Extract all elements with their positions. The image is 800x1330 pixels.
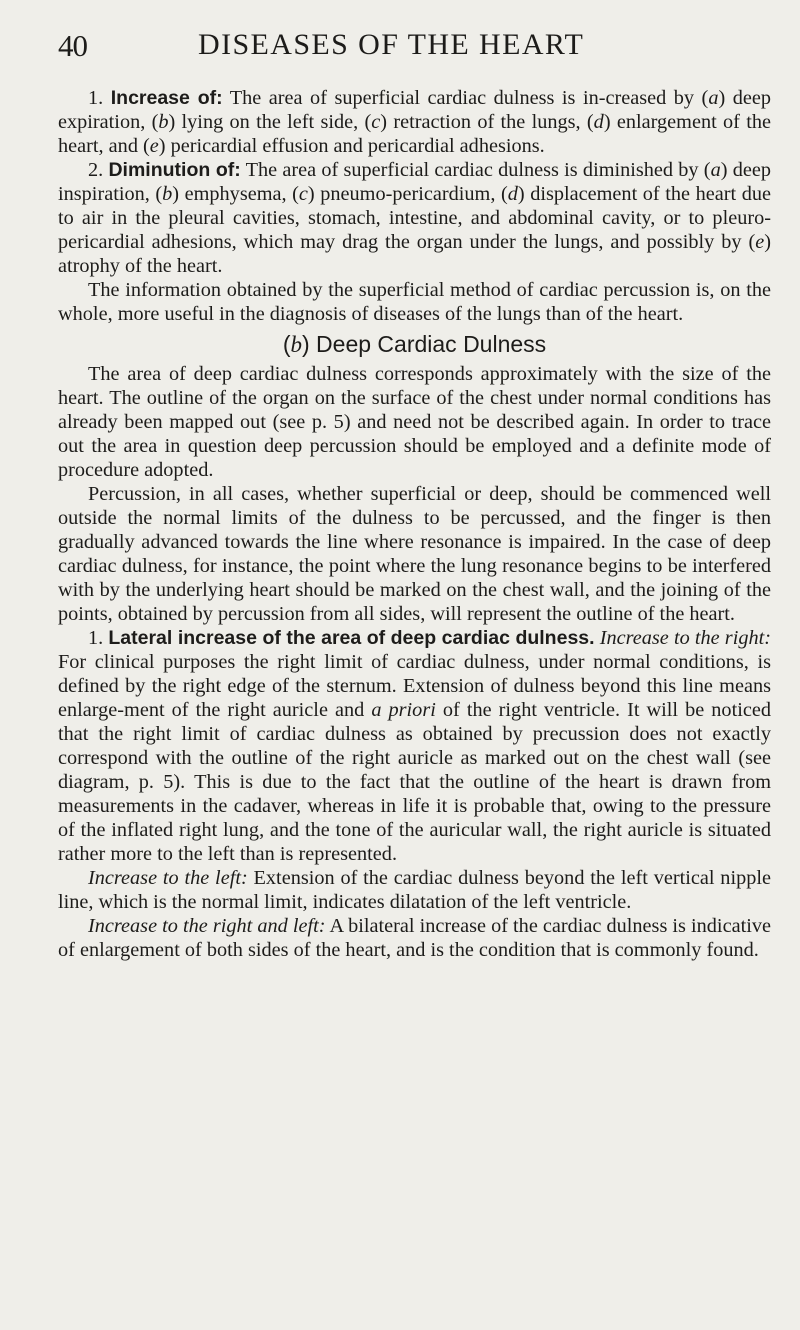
paragraph-increase-both [58, 914, 771, 962]
paragraph-lateral-increase [58, 626, 771, 866]
italic-letter: b [158, 111, 169, 133]
running-head [58, 28, 770, 64]
text-run: of the right ventricle. It will be noticed that the right limit of cardiac dulness as obtained by precussion does not exactly correspond with the outline of the right auricle as marked out on the chest wall (see diagram, p. 5). This is due to the fact that the outline of the heart is drawn from measurements in the cadaver, whereas in life it is probable that, owing to the pressure of the inflated right lung, and the tone of the auricular wall, the right auricle is situated rather more to the left than is represented. [58, 699, 771, 865]
italic-letter: d [507, 183, 518, 205]
italic-letter: c [371, 111, 381, 133]
body-text [58, 86, 771, 962]
italic-letter: b [162, 183, 173, 205]
paragraph-percussion-method: Percussion, in all cases, whether superficial or deep, should be commenced well outside the normal limits of the dulness to be percussed, and the finger is then gradually advanced towards the line where resonance is impaired. In the case of deep cardiac dulness, for instance, the point where the lung resonance begins to be interfered with by the underlying heart should be marked on the chest wall, and the joining of the points, obtained by percussion from all sides, will represent the outline of the heart. [58, 483, 771, 625]
text-run: ) deep inspiration, ( [58, 159, 771, 205]
text-run: ) displacement of the heart due to air in the pleural cavities, stomach, intestine, and abdominal cavity, or to pleuro-pericardial adhesions, which may drag the organ under the lungs, and possibly by ( [58, 183, 771, 253]
italic-phrase: a priori [371, 699, 436, 721]
text-run: A bilateral increase of the cardiac dulness is indicative of enlargement of both sides of the heart, and is the condition that is commonly found. [58, 915, 771, 961]
text-run: ) pneumo-pericardium, ( [307, 183, 508, 205]
paragraph-increase-left [58, 866, 771, 914]
text-run: ) pericardial effusion and pericardial adhesions. [158, 135, 545, 157]
item-number: 1. [88, 627, 104, 649]
italic-letter: e [149, 135, 159, 157]
italic-letter: c [298, 183, 308, 205]
text-run: ) enlargement of the heart, and ( [58, 111, 771, 157]
paragraph-deep-dulness-intro: The area of deep cardiac dulness corresponds approximately with the size of the heart. The outline of the organ on the surface of the chest under normal conditions has already been mapped out (see p. 5) and need not be described again. In order to trace out the area in question deep percussion should be employed and a definite mode of procedure adopted. [58, 363, 771, 481]
paragraph-superficial-summary: The information obtained by the superficial method of cardiac percussion is, on the whole, more useful in the diagnosis of diseases of the lungs than of the heart. [58, 279, 771, 325]
text-run: ) deep expiration, ( [58, 87, 771, 133]
section-heading [58, 330, 771, 359]
text-run: For clinical purposes the right limit of cardiac dulness, under normal conditions, is defined by the right edge of the sternum. Extension of dulness beyond this line means enlarge-ment of the right auricle and [58, 651, 771, 721]
text-run: ) emphysema, ( [172, 183, 299, 205]
paragraph-increase-of [58, 86, 771, 158]
item-label: Diminution of: [108, 159, 241, 181]
heading-paren: ( [282, 331, 291, 357]
item-number: 2. [88, 159, 104, 181]
item-label: Lateral increase of the area of deep cardiac dulness. [108, 627, 595, 649]
heading-letter: b [290, 332, 302, 357]
text-run: Extension of the cardiac dulness beyond the left vertical nipple line, which is the normal limit, indicates dilatation of the left ventricle. [58, 867, 771, 913]
lead-phrase: Increase to the right and left: [88, 915, 326, 937]
paragraph-diminution-of [58, 158, 771, 278]
text-run: The area of superficial cardiac dulness is in-creased by ( [222, 87, 709, 109]
text-run: ) atrophy of the heart. [58, 231, 771, 277]
text-run: ) lying on the left side, ( [168, 111, 372, 133]
text-run: ) retraction of the lungs, ( [380, 111, 594, 133]
item-number: 1. [88, 87, 104, 109]
lead-phrase: Increase to the right: [599, 627, 771, 649]
running-title: DISEASES OF THE HEART [198, 28, 585, 61]
heading-title: Deep Cardiac Dulness [309, 331, 547, 357]
italic-letter: d [593, 111, 604, 133]
heading-paren: ) [301, 331, 310, 357]
italic-letter: a [708, 87, 719, 109]
italic-letter: e [755, 231, 765, 253]
item-label: Increase of: [110, 87, 223, 109]
text-run: The area of superficial cardiac dulness is diminished by ( [240, 159, 711, 181]
page-number: 40 [58, 28, 87, 63]
lead-phrase: Increase to the left: [88, 867, 248, 889]
italic-letter: a [710, 159, 721, 181]
